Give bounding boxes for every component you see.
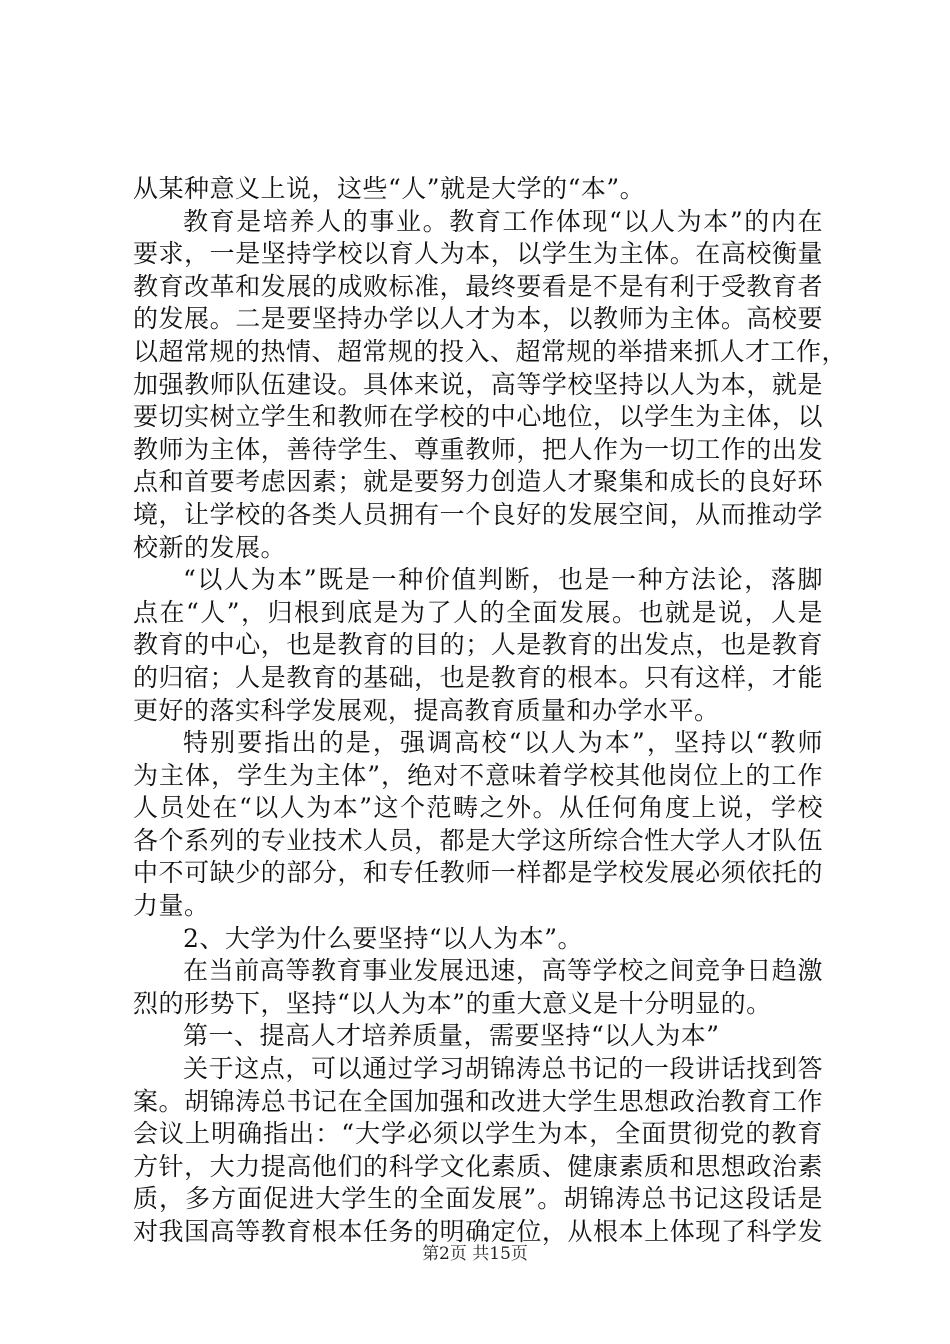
text-line: 的发展。二是要坚持办学以人才为本，以教师为主体。高校要: [133, 304, 823, 334]
text-line: 的归宿；人是教育的基础，也是教育的根本。只有这样，才能: [133, 662, 823, 692]
text-line: 质，多方面促进大学生的全面发展”。胡锦涛总书记这段话是: [133, 1184, 823, 1214]
text-line: 各个系列的专业技术人员，都是大学这所综合性大学人才队伍: [133, 825, 823, 855]
document-body: [133, 173, 848, 1249]
text-line: 烈的形势下，坚持“以人为本”的重大意义是十分明显的。: [133, 988, 772, 1018]
text-line: 要切实树立学生和教师在学校的中心地位，以学生为主体，以: [133, 402, 823, 432]
text-line: 以超常规的热情、超常规的投入、超常规的举措来抓人才工作，: [133, 336, 848, 366]
text-line: 关于这点，可以通过学习胡锦涛总书记的一段讲话找到答: [183, 1054, 823, 1084]
text-line: “以人为本”既是一种价值判断，也是一种方法论，落脚: [183, 565, 823, 595]
page-footer: [0, 1243, 950, 1265]
text-line: 加强教师队伍建设。具体来说，高等学校坚持以人为本，就是: [133, 369, 823, 399]
text-line: 第一、提高人才培养质量，需要坚持“以人为本”: [183, 1021, 720, 1051]
text-line: 境，让学校的各类人员拥有一个良好的发展空间，从而推动学: [133, 499, 823, 529]
text-line: 教师为主体，善待学生、尊重教师，把人作为一切工作的出发: [133, 434, 823, 464]
page-number-label: 第2页 共15页: [422, 1244, 528, 1264]
text-line: 为主体，学生为主体”，绝对不意味着学校其他岗位上的工作: [133, 760, 823, 790]
text-line: 教育是培养人的事业。教育工作体现“以人为本”的内在: [183, 206, 823, 236]
text-line: 2、大学为什么要坚持“以人为本”。: [183, 923, 583, 953]
text-line: 点在“人”，归根到底是为了人的全面发展。也就是说，人是: [133, 597, 823, 627]
text-line: 力量。: [133, 891, 210, 921]
text-line: 教育的中心，也是教育的目的；人是教育的出发点，也是教育: [133, 630, 823, 660]
text-line: 更好的落实科学发展观，提高教育质量和办学水平。: [133, 695, 720, 725]
text-line: 教育改革和发展的成败标准，最终要看是不是有利于受教育者: [133, 271, 823, 301]
text-line: 在当前高等教育事业发展迅速，高等学校之间竞争日趋激: [183, 956, 823, 986]
text-line: 特别要指出的是，强调高校“以人为本”，坚持以“教师: [183, 728, 823, 758]
text-line: 会议上明确指出：“大学必须以学生为本，全面贯彻党的教育: [133, 1119, 823, 1149]
text-line: 从某种意义上说，这些“人”就是大学的“本”。: [133, 174, 646, 203]
text-line: 案。胡锦涛总书记在全国加强和改进大学生思想政治教育工作: [133, 1086, 823, 1116]
text-line: 对我国高等教育根本任务的明确定位，从根本上体现了科学发: [133, 1217, 823, 1246]
text-line: 校新的发展。: [133, 532, 287, 562]
text-line: 要求，一是坚持学校以育人为本，以学生为主体。在高校衡量: [133, 239, 823, 269]
text-line: 方针，大力提高他们的科学文化素质、健康素质和思想政治素: [133, 1151, 823, 1181]
text-line: 中不可缺少的部分，和专任教师一样都是学校发展必须依托的: [133, 858, 823, 888]
text-line: 人员处在“以人为本”这个范畴之外。从任何角度上说，学校: [133, 793, 823, 823]
text-line: 点和首要考虑因素；就是要努力创造人才聚集和成长的良好环: [133, 467, 823, 497]
